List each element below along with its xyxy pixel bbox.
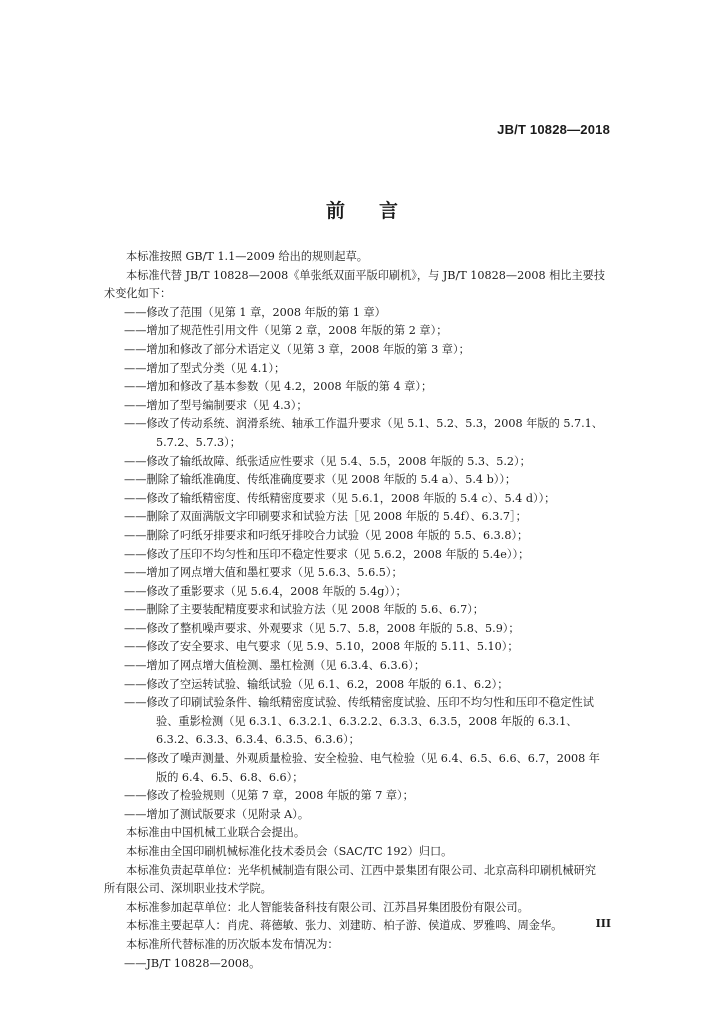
title-char-2: 言 (379, 200, 399, 222)
page-number: III (595, 917, 611, 930)
intro-paragraph: 本标准按照 GB/T 1.1—2009 给出的规则起草。 (126, 250, 368, 263)
intro-paragraph: 本标准代替 JB/T 10828—2008《单张纸双面平版印刷机》，与 JB/T 10828—2008 相比主要技术变化如下： (104, 268, 606, 301)
change-item: ——删除了主要装配精度要求和试验方法（见 2008 年版的 5.6、6.7）； (124, 603, 484, 617)
change-item: ——修改了整机噪声要求、外观要求（见 5.7、5.8，2008 年版的 5.8、5.9）； (124, 621, 520, 635)
title-char-1: 前 (325, 200, 345, 222)
change-item: ——增加和修改了部分术语定义（见第 3 章，2008 年版的第 3 章）； (124, 342, 470, 356)
change-item: ——修改了压印不均匀性和压印不稳定性要求（见 5.6.2，2008 年版的 5.4e））； (124, 547, 530, 561)
change-item: ——删除了输纸准确度、传纸准确度要求（见 2008 年版的 5.4 a）、5.4 b））； (124, 473, 517, 487)
change-item: ——修改了噪声测量、外观质量检验、安全检验、电气检验（见 6.4、6.5、6.6、6.7，2008 年版的 6.4、6.5、6.8、6.6）； (124, 752, 600, 784)
closing-paragraph: 本标准由全国印刷机械标准化技术委员会（SAC/TC 192）归口。 (126, 845, 453, 858)
history-item: ——JB/T 10828—2008。 (124, 956, 261, 970)
change-item: ——修改了传动系统、润滑系统、轴承工作温升要求（见 5.1、5.2、5.3，2008 年版的 5.7.1、5.7.2、5.7.3）； (124, 417, 603, 449)
closing-paragraph: 本标准负责起草单位：光华机械制造有限公司、江西中景集团有限公司、北京高科印刷机械研究所有限公司、深圳职业技术学院。 (104, 863, 596, 896)
page-title (0, 196, 724, 223)
change-item: ——修改了印刷试验条件、输纸精密度试验、传纸精密度试验、压印不均匀性和压印不稳定性试验、重影检测（见 6.3.1、6.3.2.1、6.3.2.2、6.3.3、6.3.5，2008 年版的 6.3.1、6.3.2、6.3.3、6.3.4、6.3.5、6.3.6）； (124, 696, 594, 747)
change-item: ——修改了空运转试验、输纸试验（见 6.1、6.2，2008 年版的 6.1、6.2）； (124, 677, 509, 691)
change-item: ——增加了测试版要求（见附录 A）。 (124, 807, 310, 821)
foreword-body (104, 248, 606, 973)
change-item: ——增加了网点增大值检测、墨杠检测（见 6.3.4、6.3.6）； (124, 659, 426, 673)
closing-paragraph: 本标准主要起草人：肖虎、蒋德敏、张力、刘建昉、柏子游、侯道成、罗雅鸣、周金华。 (126, 919, 563, 933)
closing-paragraph: 本标准由中国机械工业联合会提出。 (126, 826, 306, 840)
change-item: ——修改了输纸故障、纸张适应性要求（见 5.4、5.5，2008 年版的 5.3、5.2）； (124, 454, 531, 468)
change-item: ——修改了重影要求（见 5.6.4，2008 年版的 5.4g））； (124, 584, 407, 598)
change-item: ——修改了输纸精密度、传纸精密度要求（见 5.6.1，2008 年版的 5.4 c）、5.4 d））； (124, 491, 556, 505)
change-item: ——删除了叼纸牙排要求和叼纸牙排咬合力试验（见 2008 年版的 5.5、6.3.8）； (124, 528, 529, 542)
change-item: ——增加了网点增大值和墨杠要求（见 5.6.3、5.6.5）； (124, 566, 403, 580)
standard-number: JB/T 10828—2018 (497, 122, 610, 137)
change-item: ——修改了安全要求、电气要求（见 5.9、5.10，2008 年版的 5.11、5.10）； (124, 640, 519, 654)
change-item: ——修改了范围（见第 1 章，2008 年版的第 1 章） (124, 305, 386, 319)
closing-paragraph: 本标准所代替标准的历次版本发布情况为： (126, 937, 339, 951)
change-item: ——增加了规范性引用文件（见第 2 章，2008 年版的第 2 章）； (124, 324, 448, 338)
change-item: ——增加了型式分类（见 4.1）； (124, 361, 286, 375)
change-item: ——增加了型号编制要求（见 4.3）； (124, 398, 308, 412)
change-item: ——删除了双面满版文字印刷要求和试验方法［见 2008 年版的 5.4f）、6.3.7］； (124, 510, 527, 524)
closing-paragraph: 本标准参加起草单位：北人智能装备科技有限公司、江苏昌昇集团股份有限公司。 (126, 900, 529, 914)
change-item: ——增加和修改了基本参数（见 4.2，2008 年版的第 4 章）； (124, 380, 433, 394)
change-item: ——修改了检验规则（见第 7 章，2008 年版的第 7 章）； (124, 789, 414, 803)
